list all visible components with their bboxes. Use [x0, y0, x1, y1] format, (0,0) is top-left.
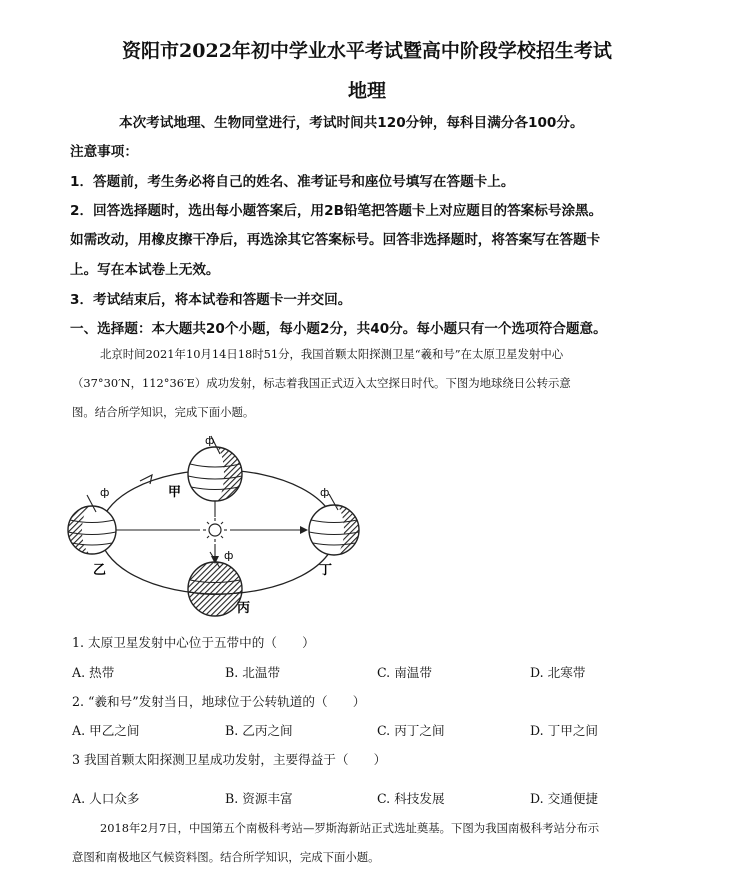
- passage2-line-1: 2018年2月7日，中国第五个南极科考站—罗斯海新站正式选址奠基。下图为我国南极科考站分布示: [100, 821, 600, 835]
- passage2-line-2: 意图和南极地区气候资料图。结合所学知识，完成下面小题。: [72, 850, 380, 864]
- question-1-option-d[interactable]: D. 北寒带: [530, 665, 586, 680]
- earth-jia-icon: [188, 436, 242, 501]
- question-1-option-c[interactable]: C. 南温带: [377, 665, 432, 680]
- earth-ding-icon: [309, 494, 359, 555]
- question-3-option-d[interactable]: D. 交通便捷: [530, 791, 599, 806]
- exam-intro: 本次考试地理、生物同堂进行，考试时间共120分钟，每科目满分各100分。: [119, 115, 584, 131]
- passage1-line-1: 北京时间2021年10月14日18时51分，我国首颗太阳探测卫星“羲和号”在太原卫星发射中心: [100, 347, 564, 361]
- question-2-stem: 2. “羲和号”发射当日，地球位于公转轨道的（ ）: [72, 694, 366, 709]
- earth-orbit-diagram: [60, 432, 380, 622]
- notice-item-2-end: 上。写在本试卷上无效。: [70, 262, 220, 278]
- notice-item-2-cont: 如需改动，用橡皮擦干净后，再选涂其它答案标号。回答非选择题时，将答案写在答题卡: [70, 232, 601, 248]
- exam-subject: 地理: [347, 80, 386, 102]
- exam-title: 资阳市2022年初中学业水平考试暨高中阶段学校招生考试: [122, 40, 612, 62]
- axis-symbol-ding: ф: [320, 486, 330, 499]
- axis-symbol-jia: ф: [205, 434, 215, 447]
- question-1-option-a[interactable]: A. 热带: [72, 665, 115, 680]
- notice-heading: 注意事项：: [70, 144, 138, 160]
- sun-icon: [203, 518, 227, 542]
- sun-connectors: [108, 496, 303, 560]
- axis-symbol-yi: ф: [100, 486, 110, 499]
- earth-yi-icon: [68, 495, 116, 554]
- section-heading: 一、选择题：本大题共20个小题，每小题2分，共40分。每小题只有一个选项符合题意。: [70, 321, 607, 337]
- earth-bing-icon: [188, 552, 242, 616]
- question-2-option-d[interactable]: D. 丁甲之间: [530, 723, 599, 738]
- question-3-option-b[interactable]: B. 资源丰富: [225, 791, 293, 806]
- notice-item-3: 3．考试结束后，将本试卷和答题卡一并交回。: [70, 292, 352, 308]
- notice-item-2: 2．回答选择题时，选出每小题答案后，用2B铅笔把答题卡上对应题目的答案标号涂黑。: [70, 203, 603, 219]
- label-yi: 乙: [93, 563, 107, 578]
- axis-symbol-bing: ф: [224, 549, 234, 562]
- label-ding: 丁: [319, 563, 333, 578]
- passage1-line-3: 图。结合所学知识，完成下面小题。: [72, 405, 255, 419]
- question-2-option-a[interactable]: A. 甲乙之间: [72, 723, 140, 738]
- notice-item-1: 1．答题前，考生务必将自己的姓名、准考证号和座位号填写在答题卡上。: [70, 174, 515, 190]
- passage1-line-2: （37°30′N，112°36′E）成功发射，标志着我国正式迈入太空探日时代。下图为地球绕日公转示意: [72, 376, 571, 390]
- question-3-stem: 3 我国首颗太阳探测卫星成功发射，主要得益于（ ）: [72, 752, 387, 767]
- label-bing: 丙: [237, 601, 251, 616]
- question-1-stem: 1. 太原卫星发射中心位于五带中的（ ）: [72, 635, 315, 650]
- question-2-option-b[interactable]: B. 乙丙之间: [225, 723, 293, 738]
- question-3-option-a[interactable]: A. 人口众多: [72, 791, 140, 806]
- question-2-option-c[interactable]: C. 丙丁之间: [377, 723, 445, 738]
- arrow-to-ding: [300, 526, 308, 534]
- label-jia: 甲: [168, 485, 182, 500]
- question-1-option-b[interactable]: B. 北温带: [225, 665, 281, 680]
- question-3-option-c[interactable]: C. 科技发展: [377, 791, 445, 806]
